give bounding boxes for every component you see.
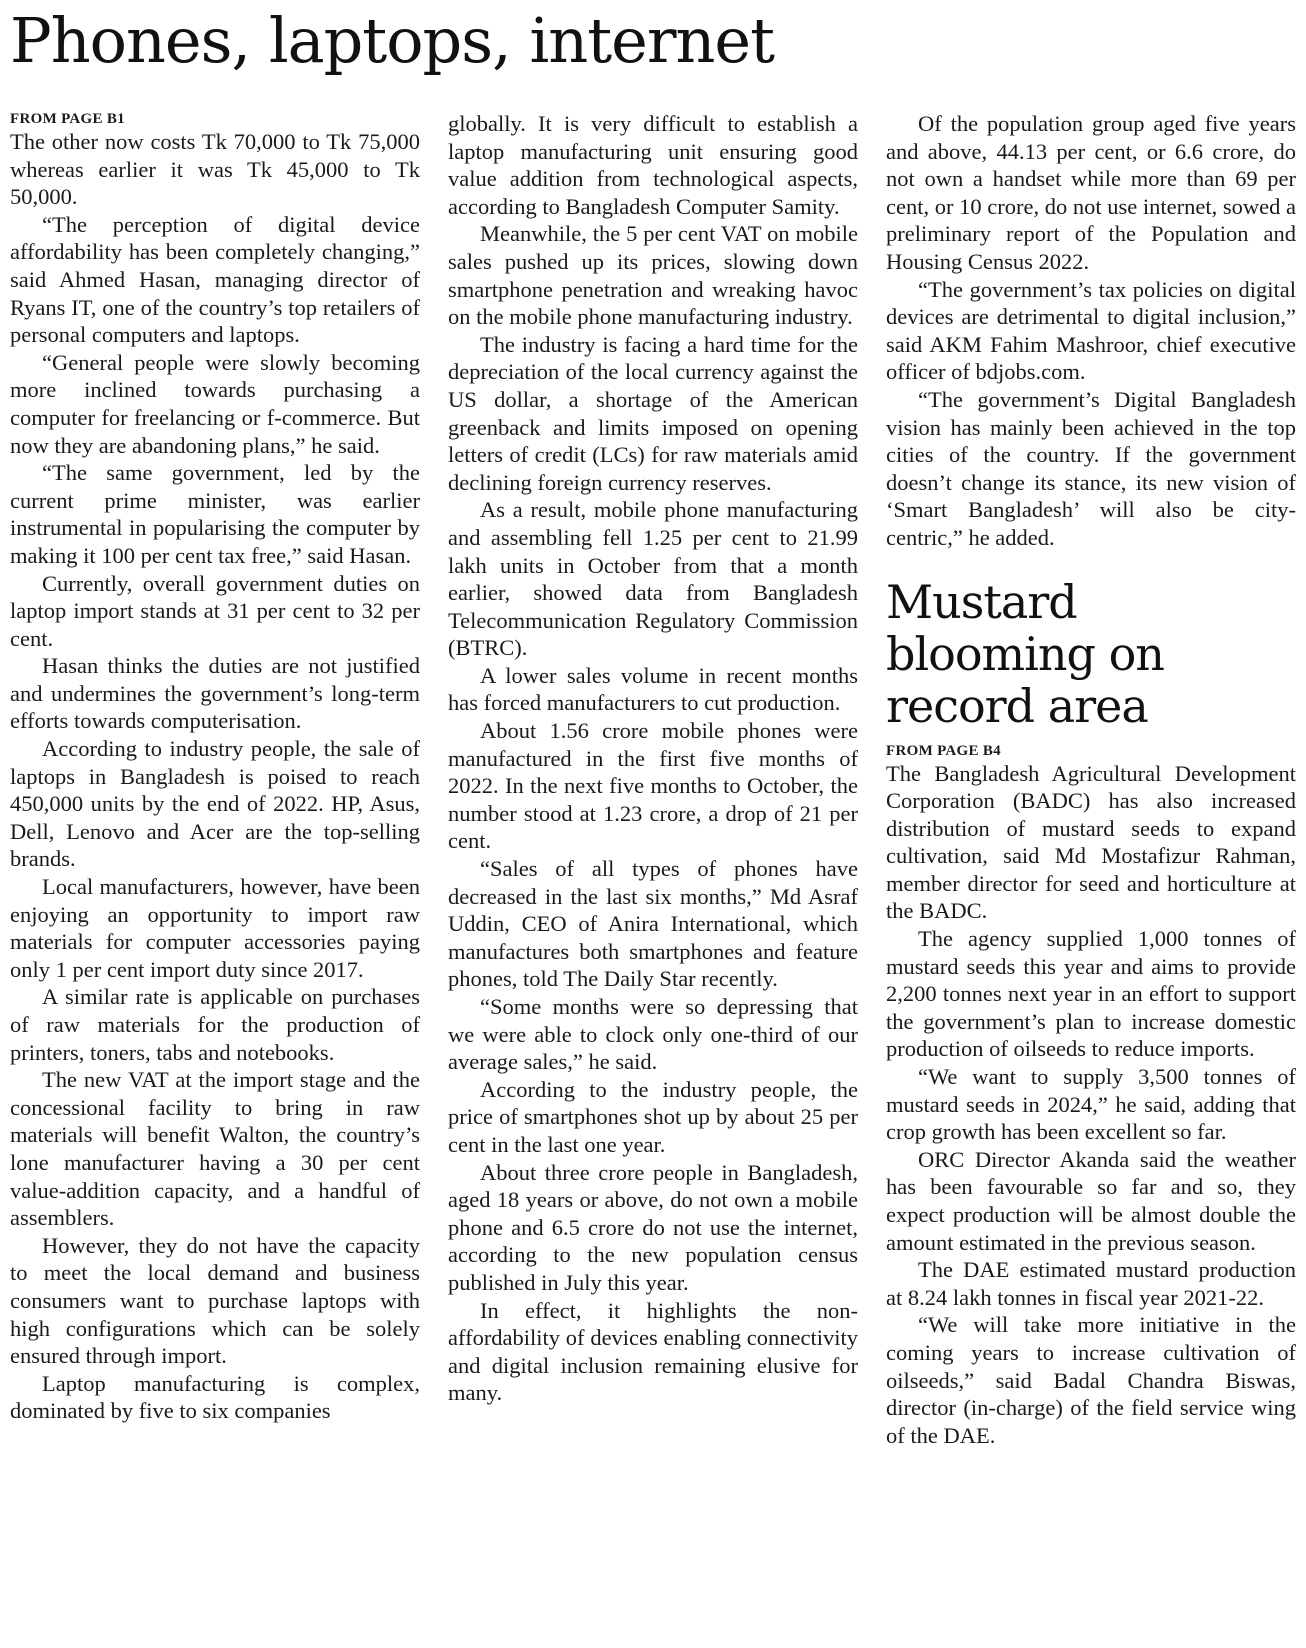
paragraph: As a result, mobile phone manufacturing and assembling fell 1.25 per cent to 21.99 lakh units in October from that a month earlier, showed data from Bangladesh Telecommunication Regulatory Commission (BTRC). xyxy=(448,497,858,661)
paragraph: In effect, it highlights the non-affordability of devices enabling connectivity and digital inclusion remaining elusive for many. xyxy=(448,1297,858,1406)
paragraph: “We want to supply 3,500 tonnes of mustard seeds in 2024,” he said, adding that crop growth has been excellent so far. xyxy=(886,1064,1296,1145)
paragraph: “Some months were so depressing that we were able to clock only one-third of our average sales,” he said. xyxy=(448,994,858,1075)
paragraph: The new VAT at the import stage and the concessional facility to bring in raw materials will benefit Walton, the country’s lone manufacturer having a 30 per cent value-addition capacity, and a handful of assemblers. xyxy=(10,1067,420,1231)
paragraph: The agency supplied 1,000 tonnes of mustard seeds this year and aims to provide 2,200 tonnes next year in an effort to support the government’s plan to increase domestic production of oilseeds to reduce imports. xyxy=(886,926,1296,1062)
column-3 xyxy=(886,110,1296,1449)
dateline: FROM PAGE B1 xyxy=(10,111,125,127)
paragraph: Currently, overall government duties on laptop import stands at 31 per cent to 32 per cent. xyxy=(10,570,420,651)
headline: Phones, laptops, internet xyxy=(10,4,775,77)
paragraph: About 1.56 crore mobile phones were manufactured in the first five months of 2022. In the next five months to October, the number stood at 1.23 crore, a drop of 21 per cent. xyxy=(448,718,858,854)
paragraph: The Bangladesh Agricultural Development Corporation (BADC) has also increased distribution of mustard seeds to expand cultivation, said Md Mostafizur Rahman, member director for seed and horticulture at the BADC. xyxy=(886,760,1296,924)
paragraph: The DAE estimated mustard production at 8.24 lakh tonnes in fiscal year 2021-22. xyxy=(886,1257,1296,1310)
paragraph: “Sales of all types of phones have decreased in the last six months,” Md Asraf Uddin, CEO of Anira International, which manufactures both smartphones and feature phones, told The Daily Star recently. xyxy=(448,856,858,992)
column-1 xyxy=(10,110,420,1425)
paragraph: globally. It is very difficult to establish a laptop manufacturing unit ensuring good value addition from technological aspects, according to Bangladesh Computer Samity. xyxy=(448,111,858,219)
paragraph: Meanwhile, the 5 per cent VAT on mobile sales pushed up its prices, slowing down smartphone penetration and wreaking havoc on the mobile phone manufacturing industry. xyxy=(448,221,858,330)
paragraph: “The government’s tax policies on digital devices are detrimental to digital inclusion,” said AKM Fahim Mashroor, chief executive officer of bdjobs.com. xyxy=(886,276,1296,385)
paragraph: According to industry people, the sale of laptops in Bangladesh is poised to reach 450,000 units by the end of 2022. HP, Asus, Dell, Lenovo and Acer are the top-selling brands. xyxy=(10,736,420,872)
paragraph: A similar rate is applicable on purchases of raw materials for the production of printers, toners, tabs and notebooks. xyxy=(10,984,420,1065)
paragraph: Of the population group aged five years and above, 44.13 per cent, or 6.6 crore, do not own a handset while more than 69 per cent, or 10 crore, do not use internet, sowed a preliminary report of the Population and Housing Census 2022. xyxy=(886,111,1296,274)
paragraph: “The perception of digital device affordability has been completely changing,” said Ahmed Hasan, managing director of Ryans IT, one of the country’s top retailers of personal computers and laptops. xyxy=(10,211,420,348)
paragraph: “General people were slowly becoming more inclined towards purchasing a computer for freelancing or f-commerce. But now they are abandoning plans,” he said. xyxy=(10,349,420,458)
column-2 xyxy=(448,110,858,1407)
paragraph: “The same government, led by the current prime minister, was earlier instrumental in popularising the computer by making it 100 per cent tax free,” said Hasan. xyxy=(10,460,420,568)
paragraph: Laptop manufacturing is complex, dominated by five to six companies xyxy=(10,1370,420,1424)
paragraph: The other now costs Tk 70,000 to Tk 75,000 whereas earlier it was Tk 45,000 to Tk 50,000. xyxy=(10,129,420,210)
paragraph: ORC Director Akanda said the weather has been favourable so far and so, they expect production will be almost double the amount estimated in the previous season. xyxy=(886,1146,1296,1255)
paragraph: However, they do not have the capacity to meet the local demand and business consumers want to purchase laptops with high configurations which can be solely ensured through import. xyxy=(10,1232,420,1369)
paragraph: Hasan thinks the duties are not justified and undermines the government’s long-term efforts towards computerisation. xyxy=(10,653,420,734)
dateline: FROM PAGE B4 xyxy=(886,742,1001,759)
paragraph: “We will take more initiative in the coming years to increase cultivation of oilseeds,” said Badal Chandra Biswas, director (in-charge) of the field service wing of the DAE. xyxy=(886,1312,1296,1448)
paragraph: “The government’s Digital Bangladesh vision has mainly been achieved in the top cities of the country. If the government doesn’t change its stance, its new vision of ‘Smart Bangladesh’ will also be city-centric,” he added. xyxy=(886,386,1296,550)
paragraph: A lower sales volume in recent months has forced manufacturers to cut production. xyxy=(448,662,858,716)
paragraph: The industry is facing a hard time for the depreciation of the local currency against the US dollar, a shortage of the American greenback and limits imposed on opening letters of credit (LCs) for raw materials amid declining foreign currency reserves. xyxy=(448,331,858,495)
paragraph: According to the industry people, the price of smartphones shot up by about 25 per cent in the last one year. xyxy=(448,1076,858,1157)
sub-headline: Mustard blooming on record area xyxy=(886,574,1164,733)
paragraph: Local manufacturers, however, have been enjoying an opportunity to import raw materials for computer accessories paying only 1 per cent import duty since 2017. xyxy=(10,874,420,982)
paragraph: About three crore people in Bangladesh, aged 18 years or above, do not own a mobile phone and 6.5 crore do not use the internet, according to the new population census published in July this year. xyxy=(448,1159,858,1295)
